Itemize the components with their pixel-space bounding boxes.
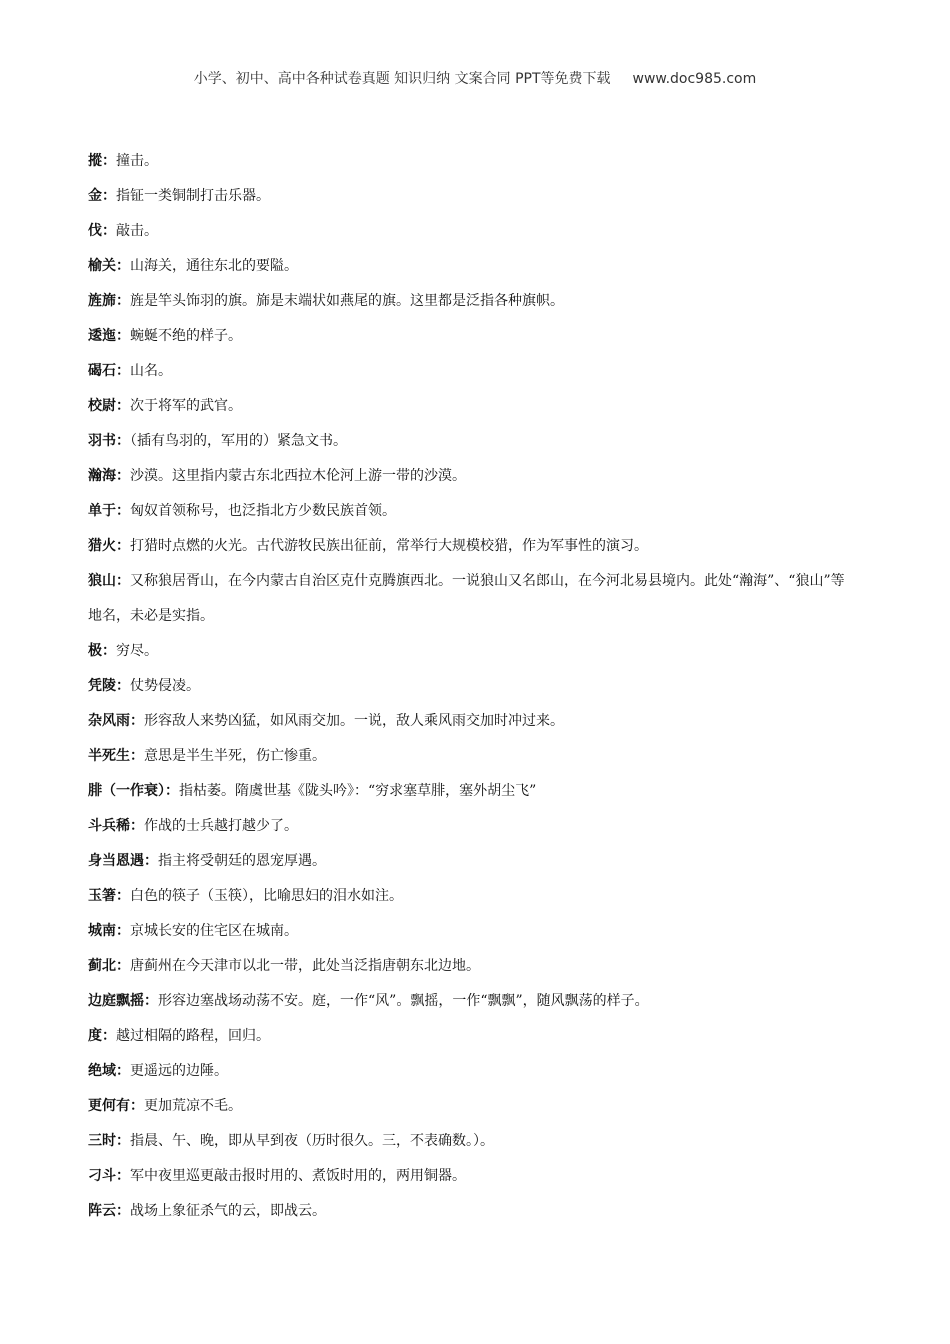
entry-term: 刁斗：	[88, 1168, 130, 1184]
entry-term: 半死生：	[88, 748, 144, 764]
entry-definition: 更遥远的边陲。	[130, 1063, 228, 1079]
entry-term: 玉箸：	[88, 888, 130, 904]
glossary-entry	[88, 1019, 858, 1054]
entry-definition: 唐蓟州在今天津市以北一带，此处当泛指唐朝东北边地。	[130, 958, 480, 974]
entry-definition: 战场上象征杀气的云，即战云。	[130, 1203, 326, 1219]
entry-term: 羽书：	[88, 433, 130, 449]
entry-definition: 更加荒凉不毛。	[144, 1098, 242, 1114]
glossary-entry	[88, 774, 858, 809]
glossary-list	[88, 144, 858, 1229]
glossary-entry	[88, 424, 858, 459]
entry-definition: 敲击。	[116, 223, 158, 239]
entry-term: 摐：	[88, 153, 116, 169]
entry-definition: 指主将受朝廷的恩宠厚遇。	[158, 853, 326, 869]
entry-term: 碣石：	[88, 363, 130, 379]
entry-definition: 旌是竿头饰羽的旗。旆是末端状如燕尾的旗。这里都是泛指各种旗帜。	[130, 293, 564, 309]
glossary-entry	[88, 459, 858, 494]
entry-term: 三时：	[88, 1133, 130, 1149]
header-text: 小学、初中、高中各种试卷真题 知识归纳 文案合同 PPT等免费下载	[193, 71, 611, 87]
glossary-entry	[88, 179, 858, 214]
entry-term: 蓟北：	[88, 958, 130, 974]
glossary-entry	[88, 214, 858, 249]
entry-term: 单于：	[88, 503, 130, 519]
entry-definition: 又称狼居胥山，在今内蒙古自治区克什克腾旗西北。一说狼山又名郎山，在今河北易县境内。此处“瀚海”、“狼山”等地名，未必是实指。	[88, 573, 845, 624]
entry-term: 更何有：	[88, 1098, 144, 1114]
entry-definition: 次于将军的武官。	[130, 398, 242, 414]
entry-definition: 穷尽。	[116, 643, 158, 659]
entry-definition: 京城长安的住宅区在城南。	[130, 923, 298, 939]
glossary-entry	[88, 704, 858, 739]
entry-definition: 作战的士兵越打越少了。	[144, 818, 298, 834]
header-url[interactable]: www.doc985.com	[632, 71, 757, 87]
entry-term: 斗兵稀：	[88, 818, 144, 834]
glossary-entry	[88, 739, 858, 774]
entry-term: 伐：	[88, 223, 116, 239]
entry-definition: 山名。	[130, 363, 172, 379]
glossary-entry	[88, 984, 858, 1019]
glossary-entry	[88, 249, 858, 284]
entry-term: 阵云：	[88, 1203, 130, 1219]
entry-definition: 意思是半生半死，伤亡惨重。	[144, 748, 326, 764]
entry-definition: 越过相隔的路程，回归。	[116, 1028, 270, 1044]
entry-definition: 匈奴首领称号，也泛指北方少数民族首领。	[130, 503, 396, 519]
entry-term: 狼山：	[88, 573, 130, 589]
entry-term: 凭陵：	[88, 678, 130, 694]
entry-term: 旌旆：	[88, 293, 130, 309]
glossary-entry	[88, 1054, 858, 1089]
glossary-entry	[88, 879, 858, 914]
entry-term: 榆关：	[88, 258, 130, 274]
entry-term: 度：	[88, 1028, 116, 1044]
glossary-entry	[88, 1159, 858, 1194]
entry-definition: 白色的筷子（玉筷），比喻思妇的泪水如注。	[130, 888, 403, 904]
glossary-entry	[88, 634, 858, 669]
entry-term: 逶迤：	[88, 328, 130, 344]
glossary-entry	[88, 564, 858, 634]
entry-definition: 形容敌人来势凶猛，如风雨交加。一说，敌人乘风雨交加时冲过来。	[144, 713, 564, 729]
entry-term: 金：	[88, 188, 116, 204]
entry-term: 杂风雨：	[88, 713, 144, 729]
entry-term: 猎火：	[88, 538, 130, 554]
entry-definition: 仗势侵凌。	[130, 678, 200, 694]
glossary-entry	[88, 949, 858, 984]
glossary-entry	[88, 1194, 858, 1229]
entry-definition: 军中夜里巡更敲击报时用的、煮饭时用的，两用铜器。	[130, 1168, 466, 1184]
entry-term: 校尉：	[88, 398, 130, 414]
glossary-entry	[88, 284, 858, 319]
entry-definition: 山海关，通往东北的要隘。	[130, 258, 298, 274]
glossary-entry	[88, 319, 858, 354]
glossary-entry	[88, 529, 858, 564]
entry-definition: 沙漠。这里指内蒙古东北西拉木伦河上游一带的沙漠。	[130, 468, 466, 484]
glossary-entry	[88, 494, 858, 529]
entry-definition: 撞击。	[116, 153, 158, 169]
glossary-entry	[88, 1089, 858, 1124]
glossary-entry	[88, 669, 858, 704]
entry-term: 边庭飘摇：	[88, 993, 158, 1009]
entry-term: 极：	[88, 643, 116, 659]
entry-term: 身当恩遇：	[88, 853, 158, 869]
entry-definition: 指枯萎。隋虞世基《陇头吟》：“穷求塞草腓，塞外胡尘飞”	[179, 783, 537, 799]
entry-definition: 打猎时点燃的火光。古代游牧民族出征前，常举行大规模校猎，作为军事性的演习。	[130, 538, 648, 554]
entry-definition: 指钲一类铜制打击乐器。	[116, 188, 270, 204]
glossary-entry	[88, 144, 858, 179]
entry-term: 瀚海：	[88, 468, 130, 484]
entry-term: 城南：	[88, 923, 130, 939]
glossary-entry	[88, 914, 858, 949]
glossary-entry	[88, 389, 858, 424]
entry-definition: 蜿蜒不绝的样子。	[130, 328, 242, 344]
glossary-entry	[88, 354, 858, 389]
entry-definition: （插有鸟羽的，军用的）紧急文书。	[130, 433, 347, 449]
glossary-entry	[88, 1124, 858, 1159]
entry-definition: 指晨、午、晚，即从早到夜（历时很久。三，不表确数。）。	[130, 1133, 494, 1149]
entry-term: 绝域：	[88, 1063, 130, 1079]
glossary-entry	[88, 844, 858, 879]
entry-term: 腓（一作衰）：	[88, 783, 179, 799]
entry-definition: 形容边塞战场动荡不安。庭，一作“风”。飘摇，一作“飘飘”，随风飘荡的样子。	[158, 993, 649, 1009]
page-header	[0, 68, 950, 88]
glossary-entry	[88, 809, 858, 844]
